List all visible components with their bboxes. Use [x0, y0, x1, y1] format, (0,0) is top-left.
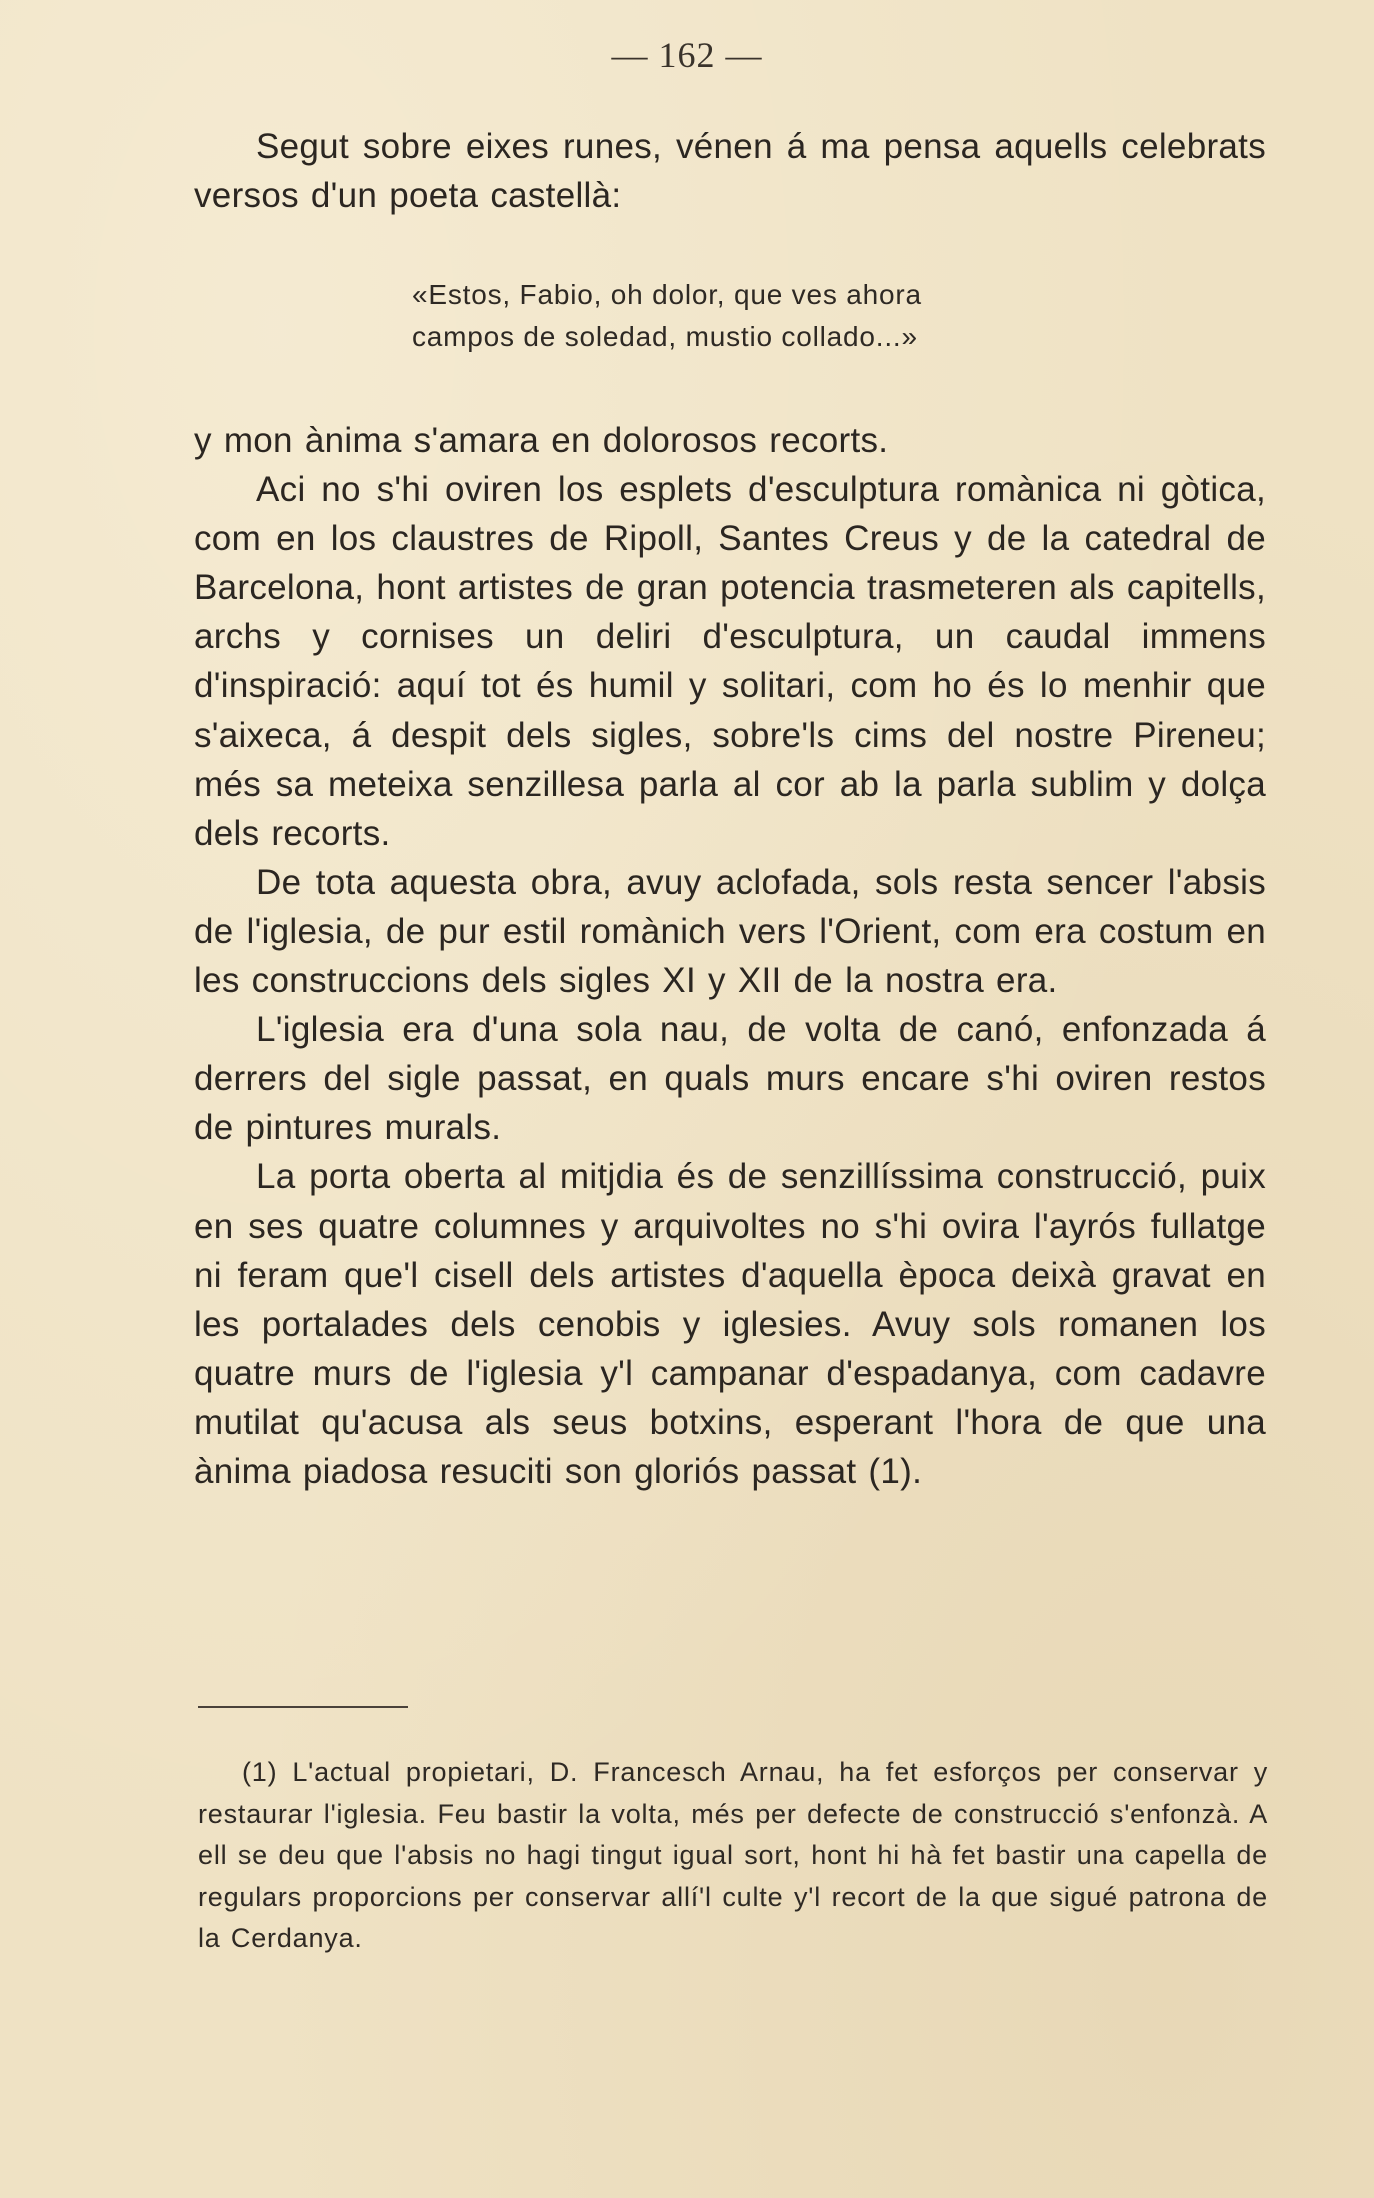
- footnote-block: [198, 1752, 1268, 1960]
- paragraph-sculpture: Aci no s'hi oviren los esplets d'esculptura romànica ni gòtica, com en los claustres de Ripoll, Santes Creus y de la catedral de Barcelona, hont artistes de gran potencia trasmeteren als capitells, archs y cornises un deliri d'esculptura, un caudal immens d'inspiració: aquí tot és humil y solitari, com ho és lo menhir que s'aixeca, á despit dels sigles, sobre'ls cims del nostre Pireneu; més sa meteixa senzillesa parla al cor ab la parla sublim y dolça dels recorts.: [194, 470, 1266, 853]
- opening-text-block: [194, 122, 1266, 220]
- paragraph-continuation: y mon ànima s'amara en dolorosos recorts.: [194, 421, 889, 460]
- paragraph-door: La porta oberta al mitjdia és de senzillíssima construcció, puix en ses quatre columnes y arquivoltes no s'hi ovira l'ayrós fullatge ni feram que'l cisell dels artistes d'aquella època deixà gravat en les portalades dels cenobis y iglesies. Avuy sols romanen los quatre murs de l'iglesia y'l campanar d'espadanya, com cadavre mutilat qu'acusa als seus botxins, esperant l'hora de que una ànima piadosa resuciti son gloriós passat (1).: [194, 1157, 1266, 1491]
- paragraph-nave: L'iglesia era d'una sola nau, de volta de canó, enfonzada á derrers del sigle passat, en quals murs encare s'hi oviren restos de pintures murals.: [194, 1010, 1266, 1148]
- paragraph-opening: Segut sobre eixes runes, vénen á ma pensa aquells celebrats versos d'un poeta castellà:: [194, 127, 1266, 216]
- main-text-block: [194, 416, 1266, 1496]
- page-number: — 162 —: [611, 35, 763, 75]
- verse-line-2: campos de soledad, mustio collado...»: [412, 321, 918, 352]
- paragraph-apse: De tota aquesta obra, avuy aclofada, sols resta sencer l'absis de l'iglesia, de pur estil romànich vers l'Orient, com era costum en les construccions dels sigles XI y XII de la nostra era.: [194, 862, 1266, 1001]
- verse-line-1: «Estos, Fabio, oh dolor, que ves ahora: [412, 279, 922, 310]
- footnote-text: (1) L'actual propietari, D. Francesch Arnau, ha fet esforços per conservar y restaurar l'iglesia. Feu bastir la volta, més per defecte de construcció s'enfonzà. A ell se deu que l'absis no hagi tingut igual sort, hont hi hà fet bastir una capella de regulars proporcions per conservar allí'l culte y'l recort de la que sigué patrona de la Cerdanya.: [198, 1757, 1268, 1953]
- verse-quote: [412, 274, 1172, 358]
- footnote-divider: [198, 1706, 408, 1708]
